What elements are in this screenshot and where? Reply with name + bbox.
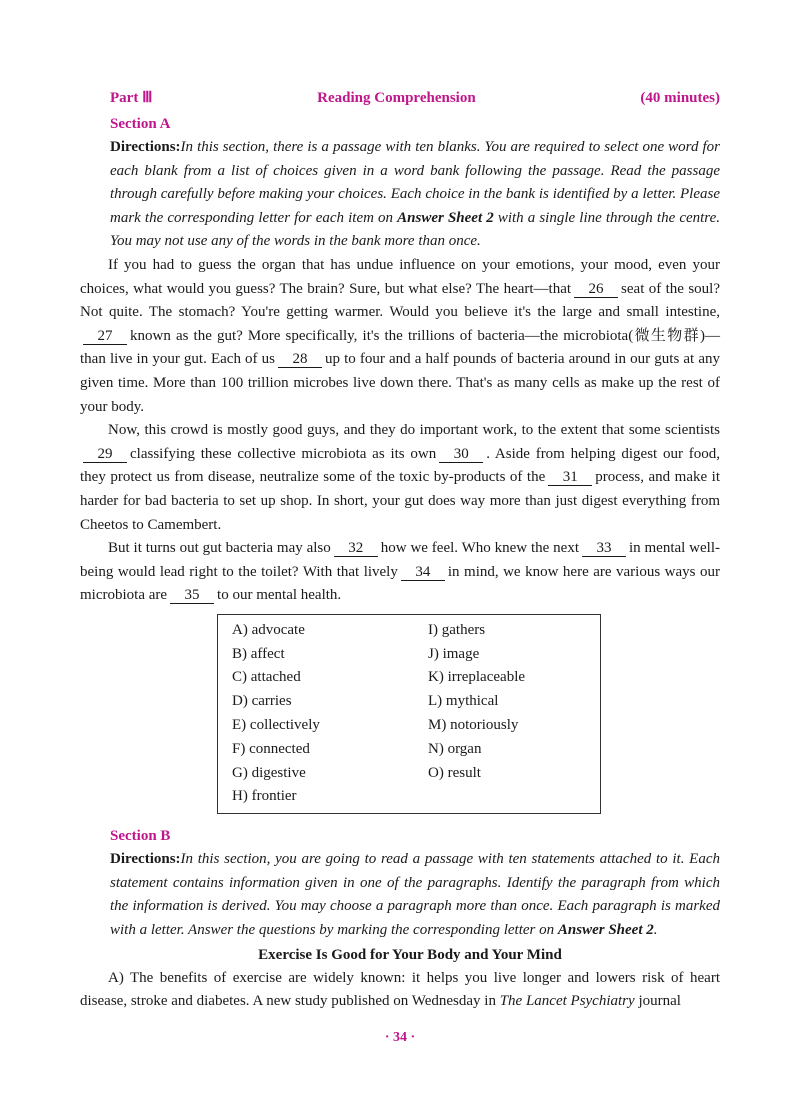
word-bank-item: E) collectively	[232, 717, 320, 734]
word-bank-item: C) attached	[232, 669, 301, 686]
page-number: · 34 ·	[384, 1030, 416, 1045]
section-a-title: Section A	[110, 116, 171, 132]
passage-text: in mind, we know here are various ways our microbiota are	[80, 563, 720, 604]
blank-32: 32	[334, 540, 378, 557]
passage-paragraph-2	[80, 419, 720, 537]
word-bank-item: L) mythical	[428, 693, 499, 710]
passage-text: how we feel. Who knew the next	[380, 540, 579, 557]
blank-29: 29	[83, 446, 127, 463]
journal-name: The Lancet Psychiatry	[499, 993, 635, 1010]
word-bank-item: B) affect	[232, 645, 285, 662]
passage-text: If you had to guess the organ that has undue influence on your emotions, your mood, even your choices, what would you guess? The brain? Sure, but what else? The heart—that	[80, 256, 720, 297]
article-title: Exercise Is Good for Your Body and Your Mind	[258, 946, 562, 963]
answer-sheet-ref: Answer Sheet 2	[397, 209, 494, 226]
directions-text: with a single line through the centre. You may not use any of the words in the bank more than once.	[110, 209, 720, 250]
directions-label: Directions:	[110, 139, 181, 155]
time-limit: (40 minutes)	[640, 90, 720, 106]
passage-text: seat of the soul? Not quite. The stomach? You're getting warmer. Would you believe it's the large and small intestine,	[80, 280, 720, 321]
passage-text: in mental well-being would lead right to the toilet? With that lively	[80, 540, 720, 580]
word-bank-item: D) carries	[232, 693, 292, 710]
word-bank-item: N) organ	[428, 740, 482, 757]
passage-text: up to four and a half pounds of bacteria around in our guts at any given time. More than 100 trillion microbes live down there. That's as many cells as make up the rest of your body.	[80, 351, 720, 415]
section-b-directions	[80, 848, 720, 942]
section-b-title: Section B	[110, 828, 171, 845]
directions-text: .	[653, 922, 658, 939]
passage-text: But it turns out gut bacteria may also	[108, 540, 331, 557]
word-bank-item: A) advocate	[232, 621, 305, 638]
blank-27: 27	[83, 328, 127, 345]
passage-text: . Aside from helping digest our food, they protect us from disease, neutralize some of the toxic by-products of the	[80, 445, 721, 486]
blank-30: 30	[439, 446, 483, 463]
word-bank	[217, 614, 601, 814]
word-bank-item: I) gathers	[428, 621, 486, 638]
blank-31: 31	[548, 469, 592, 486]
directions-text: In this section, there is a passage with ten blanks. You are required to select one word for each blank from a list of choices given in a word bank following the passage. Read the passage through carefully before making your choices. Each choice in the bank is identified by a letter. Please mark the corresponding letter for each item on	[110, 139, 720, 226]
section-a-directions	[80, 136, 720, 254]
blank-26: 26	[574, 281, 618, 298]
page-content	[80, 88, 720, 1014]
part-label: Part Ⅲ	[110, 90, 153, 106]
blank-34: 34	[401, 564, 445, 581]
directions-text: In this section, you are going to read a passage with ten statements attached to it. Each statement contains information given in one of the paragraphs. Identify the paragraph from which the information is derived. You may choose a paragraph more than once. Each paragraph is marked with a letter. Answer the questions by marking the corresponding letter on	[110, 851, 720, 939]
word-bank-item: J) image	[428, 645, 480, 662]
passage-text: to our mental health.	[217, 587, 342, 604]
passage-paragraph-1	[80, 254, 720, 419]
blank-33: 33	[582, 540, 626, 557]
article-paragraph-a	[80, 967, 720, 1014]
part-header	[110, 88, 720, 112]
blank-35: 35	[170, 587, 214, 604]
passage-text: Now, this crowd is mostly good guys, and they do important work, to the extent that some scientists	[108, 422, 720, 439]
word-bank-item: F) connected	[232, 740, 310, 757]
word-bank-item: M) notoriously	[428, 717, 519, 734]
word-bank-item: O) result	[428, 764, 481, 781]
word-bank-item: G) digestive	[232, 764, 306, 781]
blank-28: 28	[278, 351, 322, 368]
word-bank-item: K) irreplaceable	[428, 669, 526, 686]
word-bank-item: H) frontier	[232, 788, 297, 805]
article-text: journal	[634, 993, 681, 1010]
answer-sheet-ref: Answer Sheet 2	[557, 922, 654, 939]
directions-label: Directions:	[110, 851, 181, 868]
passage-text: process, and make it harder for bad bacteria to set up shop. In short, your gut does way more than just digest everything from Cheetos to Camembert.	[80, 469, 720, 533]
article-text: A) The benefits of exercise are widely known: it helps you live longer and lowers risk of heart disease, stroke and diabetes. A new study published on Wednesday in	[80, 969, 720, 1010]
part-title: Reading Comprehension	[317, 90, 476, 106]
passage-text: classifying these collective microbiota as its own	[130, 445, 437, 462]
passage-text: known as the gut? More specifically, it's the trillions of bacteria—the microbiota(微生物群)—than live in your gut. Each of us	[80, 327, 720, 368]
passage-paragraph-3	[80, 537, 720, 608]
